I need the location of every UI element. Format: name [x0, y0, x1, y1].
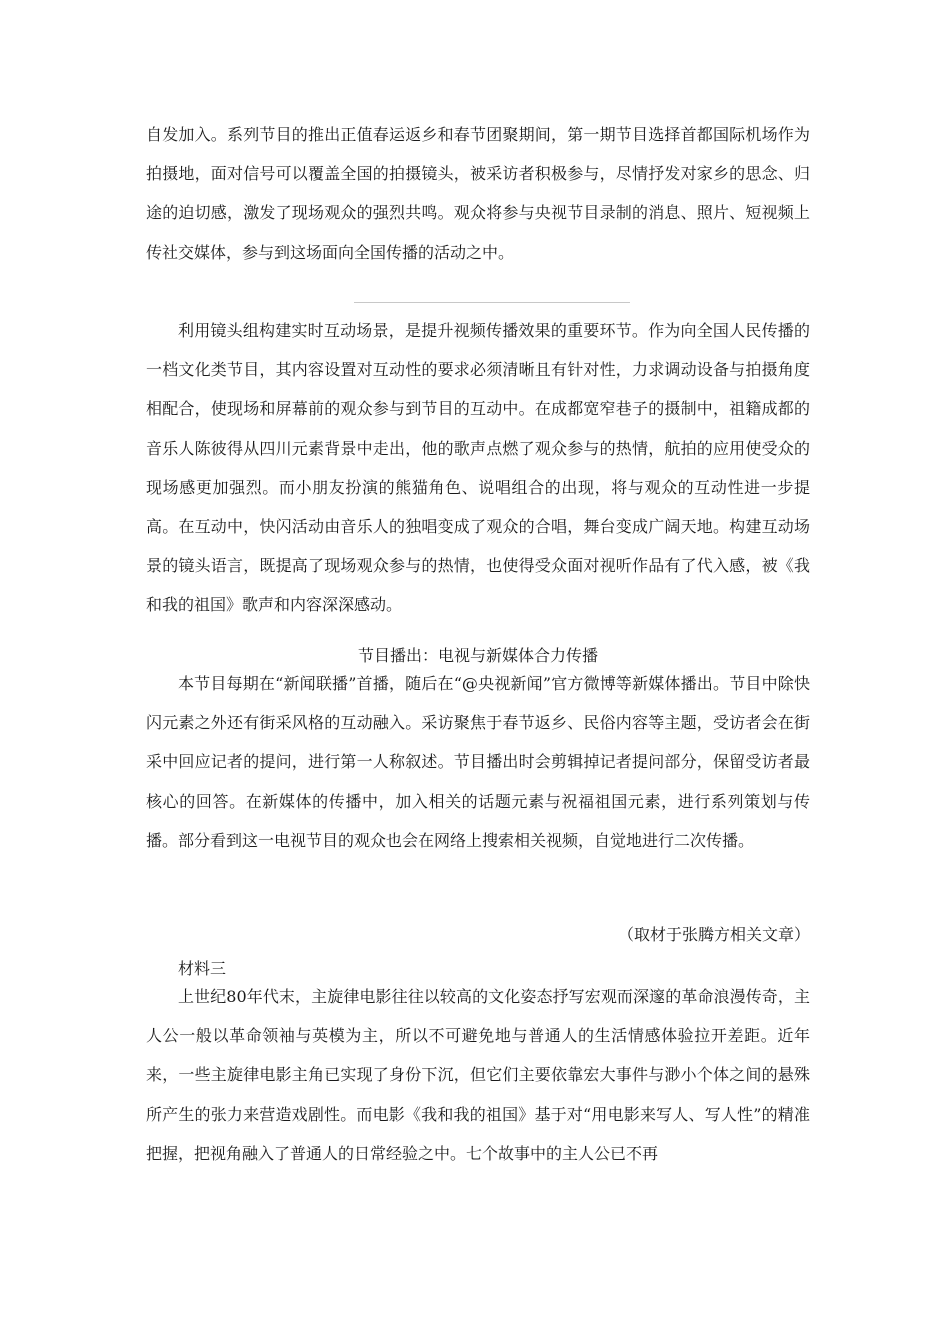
section-divider — [354, 302, 630, 303]
paragraph-broadcast — [146, 664, 810, 860]
source-note: （取材于张腾方相关文章） — [617, 925, 810, 944]
paragraph-interactive — [146, 311, 810, 625]
paragraph-continued — [146, 115, 810, 272]
material-label: 材料三 — [178, 959, 227, 978]
paragraph-interactive-text: 利用镜头组构建实时互动场景，是提升视频传播效果的重要环节。作为向全国人民传播的一档文化类节目，其内容设置对互动性的要求必须清晰且有针对性，力求调动设备与拍摄角度相配合，使现场和屏幕前的观众参与到节目的互动中。在成都宽窄巷子的摄制中，祖籍成都的音乐人陈彼得从四川元素背景中走出，他的歌声点燃了观众参与的热情，航拍的应用使受众的现场感更加强烈。而小朋友扮演的熊猫角色、说唱组合的出现，将与观众的互动性进一步提高。在互动中，快闪活动由音乐人的独唱变成了观众的合唱，舞台变成广阔天地。构建互动场景的镜头语言，既提高了现场观众参与的热情，也使得受众面对视听作品有了代入感，被《我和我的祖国》歌声和内容深深感动。 — [146, 321, 810, 615]
paragraph-broadcast-text: 本节目每期在“新闻联播”首播，随后在“@央视新闻”官方微博等新媒体播出。节目中除快闪元素之外还有街采风格的互动融入。采访聚焦于春节返乡、民俗内容等主题，受访者会在街采中回应记者的提问，进行第一人称叙述。节目播出时会剪辑掉记者提问部分，保留受访者最核心的回答。在新媒体的传播中，加入相关的话题元素与祝福祖国元素，进行系列策划与传播。部分看到这一电视节目的观众也会在网络上搜索相关视频，自觉地进行二次传播。 — [146, 674, 810, 850]
paragraph-continued-text: 自发加入。系列节目的推出正值春运返乡和春节团聚期间，第一期节目选择首都国际机场作为拍摄地，面对信号可以覆盖全国的拍摄镜头，被采访者积极参与，尽情抒发对家乡的思念、归途的迫切感，激发了现场观众的强烈共鸣。观众将参与央视节目录制的消息、照片、短视频上传社交媒体，参与到这场面向全国传播的活动之中。 — [146, 125, 810, 262]
section-heading: 节目播出：电视与新媒体合力传播 — [357, 646, 598, 665]
paragraph-material3-text: 上世纪80年代末，主旋律电影往往以较高的文化姿态抒写宏观而深邃的革命浪漫传奇，主人公一般以革命领袖与英模为主，所以不可避免地与普通人的生活情感体验拉开差距。近年来，一些主旋律电影主角已实现了身份下沉，但它们主要依靠宏大事件与渺小个体之间的悬殊所产生的张力来营造戏剧性。而电影《我和我的祖国》基于对“用电影来写人、写人性”的精准把握，把视角融入了普通人的日常经验之中。七个故事中的主人公已不再 — [146, 987, 810, 1163]
paragraph-material3 — [146, 977, 810, 1173]
